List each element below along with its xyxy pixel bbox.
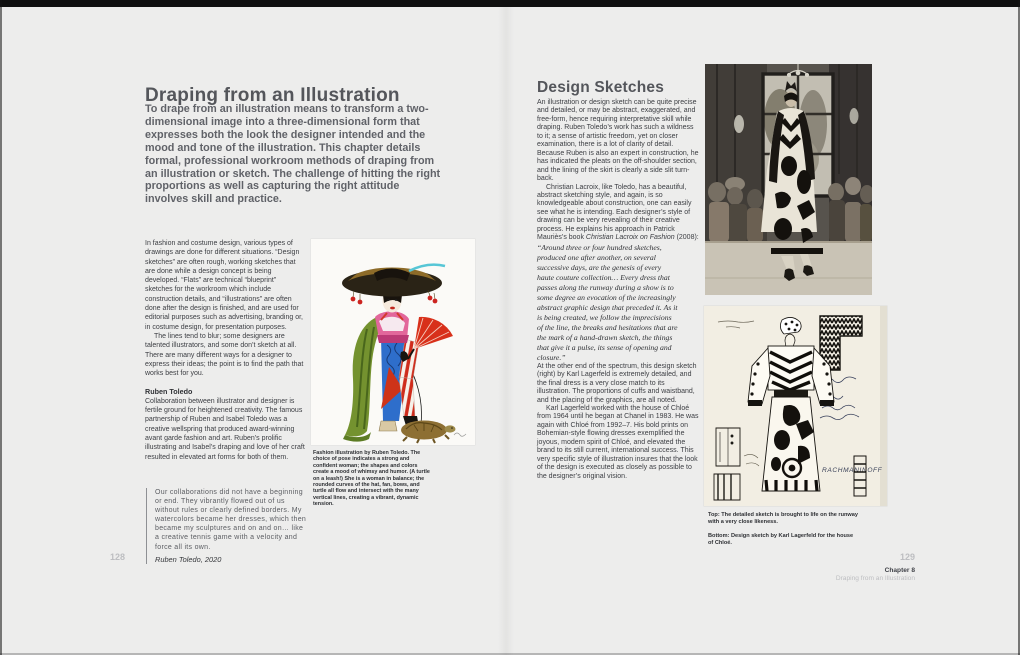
body-paragraph: The lines tend to blur; some designers are talented illustrators, and some don’t sketch at all. There are many different ways for a designer to express their ideas; the point is to find the path that works best for you.: [145, 332, 304, 378]
sketch-annotation-text: RACHMANINOFF: [822, 467, 883, 474]
paragraph-text: (2008):: [674, 234, 699, 242]
pull-quote-text: Our collaborations did not have a beginning or end. They vibrantly flowed out of us without rules or clearly defined borders. My watercolors became her dresses, which then became my sculptures and on and on… like a creative tennis game with a velocity and force all its own.: [155, 489, 307, 551]
page-number-left: 128: [110, 552, 126, 562]
pull-quote: [146, 488, 307, 564]
lagerfeld-sketch: [704, 306, 887, 506]
section-title: Design Sketches: [537, 78, 665, 96]
toledo-illustration-figure: [311, 239, 475, 445]
body-paragraph: At the other end of the spectrum, this design sketch (right) by Karl Lagerfeld is extremely detailed, and the final dress is a very close match to its illustration. The proportions of cuffs and waistband, and the placing of the graphics, are all noted.: [537, 362, 697, 404]
chapter-title: Draping from an Illustration: [145, 84, 400, 106]
chapter-intro: To drape from an illustration means to transform a two-dimensional image into a three-dimensional form that expresses both the look the designer intended and the mood and tone of the illustration. This chapter details formal, professional workroom methods of draping from an illustration or sketch. The challenge of hitting the right proportions as well as capturing the right attitude involves skill and practice.: [145, 103, 441, 206]
photo-left-edge: [0, 0, 2, 655]
photo-top-edge: [0, 0, 1020, 7]
body-paragraph: An illustration or design sketch can be quite precise and detailed, or may be abstract, exaggerated, and free-form, hence requiring interpretative skill while draping. Ruben Toledo’s work has such a wildness to it; a sense of artistic freedom, yet on closer examination, there is a lot of clarity of detail. Because Ruben is also an expert in construction, he has indicated the pleats on the off-shoulder section, and the lining of the skirt is clearly a side slit turn-back.: [537, 99, 699, 183]
toledo-illustration: [311, 239, 475, 445]
runway-photo: [705, 64, 872, 295]
page-gutter: [498, 7, 514, 655]
footer-chapter-label: Chapter 8: [884, 567, 915, 574]
sketch-captions: [708, 512, 858, 554]
left-body-column: [145, 239, 305, 462]
illustration-caption: Fashion illustration by Ruben Toledo. The choice of pose indicates a strong and confident woman; the shapes and colors create a mood of whimsy and humor. (A turtle on a leash!) She is a woman in balance; the rounded curves of the hat, fan, bows, and turtle all flow and intersect with the many vertical lines, creating a vibrant, dynamic tension.: [313, 450, 430, 508]
body-paragraph: In fashion and costume design, various types of drawings are done for different situations. “Design sketches” are often rough, working sketches that are done while a design concept is being developed. “Flats” are technical “blueprint” sketches for the workroom which include construction details, and “illustrations” are often done after the design is finished, and are used for editorial purposes such as advertising, branding or, in costume design, for presentation purposes.: [145, 240, 303, 331]
footer-chapter-title: Draping from an Illustration: [835, 575, 915, 582]
paragraph-text: Christian Lacroix, like Toledo, has a beautiful, abstract sketching style, and again, is so knowledgeable about construction, one can easily see what he is intending. Each designer’s style of drawing can be very revealing of their creative process. He explains his approach in Patrick Mauriès’s book: [537, 183, 692, 242]
body-paragraph: Collaboration between illustrator and designer is fertile ground for heightened creativity. The famous partnership of Ruben and Isabel Toledo was a creative wellspring that produced award-winning avant garde fashion and art. Ruben’s prolific illustrating and Isabel’s draping and love of her craft resulted in elevated art forms for both of them.: [145, 397, 305, 461]
right-body-column: [537, 99, 699, 481]
book-title: Christian Lacroix on Fashion: [585, 234, 675, 242]
platform-sandal: [379, 421, 397, 431]
body-paragraph: Karl Lagerfeld worked with the house of Chloé from 1964 until he began at Chanel in 1983. He was again with Chloé from 1992–7. His bold prints on Bohemian-style flowing dresses exemplified the joyous, modern spirit of Chloé, and elevated the brand to its still current, international success. This very specific style of illustration insures that the look of the design is executed as closely as possible to the designer’s original vision.: [537, 404, 699, 480]
caption-top: Top: The detailed sketch is brought to life on the runway with a very close likeness.: [708, 512, 859, 525]
caption-bottom: Bottom: Design sketch by Karl Lagerfeld for the house of Chloé.: [708, 533, 854, 546]
section-heading: Ruben Toledo: [145, 387, 193, 397]
lacroix-quote: “Around three or four hundred sketches, produced one after another, on several successive days, are the genesis of every haute couture collection… Every dress that passes along the runway during a show is to some degree an evocation of the increasingly abstract graphic design that preceded it. As it is being created, we follow the imprecisions of the line, the breaks and hesitations that are the mark of a hand-drawn sketch, the things that give it a pulse, its sense of opening and closure.”: [537, 242, 678, 362]
page-number-right: 129: [899, 552, 915, 562]
running-footer: [836, 567, 915, 583]
body-paragraph: [537, 184, 699, 243]
lagerfeld-sketch-figure: [704, 306, 887, 506]
pink-bodice: [375, 311, 409, 343]
quote-attribution: Ruben Toledo, 2020: [155, 554, 222, 564]
runway-photo-figure: [705, 64, 872, 295]
